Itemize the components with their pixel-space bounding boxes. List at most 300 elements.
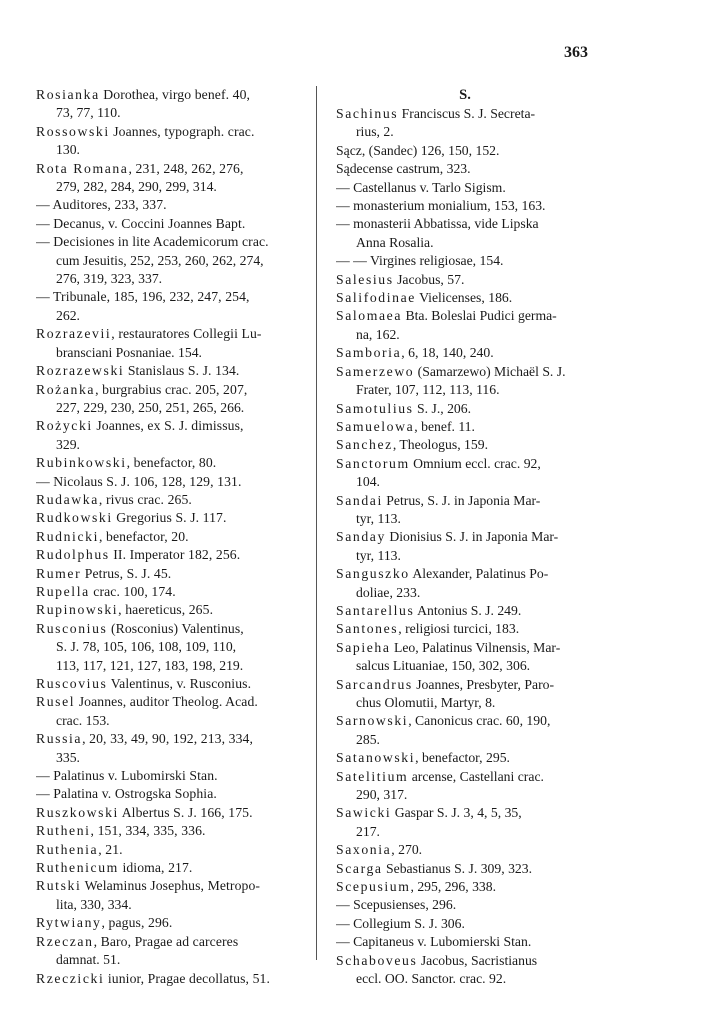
entry-line (36, 86, 294, 104)
entry-headword: Rubinkowski (36, 455, 127, 471)
entry-line (336, 400, 594, 418)
entry-headword: Santarellus (336, 602, 415, 618)
index-entry (336, 252, 594, 270)
entry-headword: Ruscovius (36, 676, 108, 691)
index-entry (336, 804, 594, 841)
entry-text: 130. (56, 142, 80, 158)
entry-headword: Samuelowa (336, 418, 415, 434)
entry-line (36, 583, 294, 601)
entry-line (336, 105, 594, 123)
entry-headword: Sachinus (336, 106, 399, 121)
entry-text: salcus Lituaniae, 150, 302, 306. (356, 658, 531, 674)
entry-text: — Tribunale, 185, 196, 232, 247, 254, (36, 289, 250, 305)
entry-headword: Rytwiany (36, 915, 102, 931)
entry-line (36, 215, 294, 233)
entry-line (36, 804, 294, 822)
index-entry (336, 860, 594, 878)
index-entry (336, 878, 594, 896)
entry-text: , benefactor, 20. (99, 528, 189, 544)
entry-text: — monasterium monialium, 153, 163. (336, 198, 546, 214)
entry-headword: Ruthenia (36, 841, 99, 857)
index-entry (336, 768, 594, 805)
entry-headword: Rota Romana (36, 160, 129, 176)
entry-headword: Sawicki (336, 805, 392, 821)
index-entry (36, 86, 294, 123)
index-entry (336, 915, 594, 933)
entry-line (36, 454, 294, 472)
entry-text: — Auditores, 233, 337. (36, 197, 167, 213)
entry-text: , 295, 296, 338. (410, 879, 497, 895)
entry-headword: Salesius (336, 271, 394, 287)
entry-text: 262. (56, 307, 80, 323)
entry-text: Franciscus S. J. Secreta- (398, 106, 536, 121)
index-entry (36, 362, 294, 380)
entry-headword: Samboria (336, 345, 402, 361)
entry-text: 113, 117, 121, 127, 183, 198, 219. (56, 657, 244, 673)
entry-line (336, 197, 594, 215)
entry-text: Gaspar S. J. 3, 4, 5, 35, (391, 805, 522, 821)
index-entry (336, 565, 594, 602)
index-entry (36, 123, 294, 160)
entry-text: tyr, 113. (356, 510, 401, 526)
entry-text: Valentinus, v. Rusconius. (107, 676, 252, 691)
index-entry (36, 914, 294, 932)
entry-line (36, 381, 294, 399)
entry-headword: Rożanka (36, 381, 96, 397)
index-entry (36, 859, 294, 877)
entry-text: Albertus S. J. 166, 175. (118, 804, 253, 820)
index-entry (36, 491, 294, 509)
entry-text: doliae, 233. (356, 584, 421, 600)
index-entry (36, 325, 294, 362)
entry-text: , pagus, 296. (101, 915, 173, 931)
index-entry (36, 620, 294, 675)
entry-line (36, 877, 294, 895)
entry-text: crac. 100, 174. (89, 583, 176, 599)
entry-text: , 6, 18, 140, 240. (401, 345, 494, 361)
entry-text: bransciani Posnaniae. 154. (56, 344, 202, 360)
index-entry (36, 785, 294, 803)
entry-continuation-line (336, 657, 594, 675)
entry-line (36, 123, 294, 141)
entry-text: , 20, 33, 49, 90, 192, 213, 334, (82, 731, 253, 747)
entry-headword: Salomaea (336, 308, 403, 324)
entry-line (336, 878, 594, 896)
index-entry (36, 933, 294, 970)
entry-continuation-line (336, 473, 594, 491)
entry-headword: Sapieha (336, 639, 391, 655)
index-entry (336, 528, 594, 565)
entry-headword: Rudawka (36, 491, 99, 507)
entry-text: arcense, Castellani crac. (408, 768, 544, 784)
entry-line (336, 307, 594, 325)
entry-headword: Rożycki (36, 418, 93, 434)
index-entry (36, 822, 294, 840)
entry-line (336, 565, 594, 583)
entry-line (336, 841, 594, 859)
entry-line (336, 749, 594, 767)
entry-headword: Rupinowski (36, 602, 119, 618)
index-entry (36, 583, 294, 601)
entry-line (36, 160, 294, 178)
entry-text: , benefactor, 80. (126, 455, 217, 471)
entry-line (336, 952, 594, 970)
entry-text: — Decisiones in lite Academicorum crac. (36, 234, 269, 250)
index-entry (336, 215, 594, 252)
entry-line (336, 289, 594, 307)
index-entry (336, 712, 594, 749)
index-entry (336, 197, 594, 215)
entry-line (36, 565, 294, 583)
entry-text: S. J., 206. (413, 400, 472, 416)
entry-line (36, 675, 294, 693)
entry-headword: Schaboveus (336, 952, 418, 968)
index-entry (336, 344, 594, 362)
entry-line (36, 730, 294, 748)
entry-text: tyr, 113. (356, 547, 401, 563)
entry-headword: Samotulius (336, 400, 414, 416)
entry-text: , burgrabius crac. 205, 207, (95, 381, 248, 397)
entry-continuation-line (336, 510, 594, 528)
entry-headword: Santones (336, 621, 399, 637)
index-entry (36, 288, 294, 325)
entry-continuation-line (336, 731, 594, 749)
entry-text: chus Olomutii, Martyr, 8. (356, 695, 496, 710)
entry-headword: Scarga (336, 860, 383, 876)
entry-text: (Samarzewo) Michaël S. J. (414, 363, 566, 379)
index-entry (336, 105, 594, 142)
entry-continuation-line (336, 381, 594, 399)
entry-line (336, 271, 594, 289)
entry-continuation-line (36, 104, 294, 122)
entry-text: — Collegium S. J. 306. (336, 915, 465, 931)
entry-text: Joannes, ex S. J. dimissus, (92, 418, 244, 434)
entry-continuation-line (336, 970, 594, 988)
entry-text: — Palatinus v. Lubomirski Stan. (36, 768, 218, 784)
index-entry (36, 675, 294, 693)
index-entry (36, 528, 294, 546)
entry-text: rius, 2. (356, 124, 394, 140)
entry-line (36, 841, 294, 859)
entry-text: , 21. (98, 841, 123, 857)
entry-text: S. J. 78, 105, 106, 108, 109, 110, (56, 639, 237, 655)
entry-text: Alexander, Palatinus Po- (409, 566, 549, 582)
section-heading: S. (459, 87, 471, 103)
entry-headword: Sandai (336, 492, 383, 508)
entry-continuation-line (336, 823, 594, 841)
entry-line (336, 712, 594, 730)
entry-continuation-line (336, 123, 594, 141)
entry-continuation-line (36, 436, 294, 454)
entry-headword: Rudkowski (36, 510, 113, 526)
entry-text: Bta. Boleslai Pudici germa- (402, 308, 557, 324)
entry-headword: Sanctorum (336, 455, 410, 471)
index-entry (336, 676, 594, 713)
index-entry (336, 179, 594, 197)
index-entry (36, 877, 294, 914)
entry-line (336, 768, 594, 786)
entry-text: Stanislaus S. J. 134. (124, 363, 240, 379)
index-entry (36, 233, 294, 288)
entry-text: cum Jesuitis, 252, 253, 260, 262, 274, (56, 252, 264, 268)
entry-line (36, 233, 294, 251)
entry-text: Frater, 107, 112, 113, 116. (356, 382, 500, 398)
index-entry (36, 417, 294, 454)
entry-text: , Baro, Pragae ad carceres (93, 933, 239, 949)
entry-headword: Rupella (36, 583, 90, 599)
entry-headword: Sanchez (336, 437, 393, 453)
entry-line (36, 509, 294, 527)
index-entry (336, 933, 594, 951)
entry-continuation-line (336, 326, 594, 344)
entry-line (36, 933, 294, 951)
entry-line (36, 288, 294, 306)
entry-continuation-line (36, 344, 294, 362)
entry-line (336, 418, 594, 436)
entry-line (36, 491, 294, 509)
entry-headword: Rutheni (36, 823, 91, 839)
entry-continuation-line (36, 307, 294, 325)
entry-headword: Rozrazewski (36, 363, 125, 379)
entry-text: — Scepusienses, 296. (336, 897, 457, 913)
entry-headword: Rutski (36, 878, 82, 894)
index-entry (336, 271, 594, 289)
index-entry (36, 215, 294, 233)
index-entry (36, 730, 294, 767)
entry-text: Vielicenses, 186. (415, 290, 513, 306)
entry-text: , haereticus, 265. (118, 602, 214, 618)
index-entry (336, 436, 594, 454)
entry-text: 290, 317. (356, 787, 408, 803)
entry-headword: Sarnowski (336, 713, 409, 729)
page-number: 363 (564, 44, 588, 61)
entry-text: 329. (56, 436, 80, 452)
entry-line (36, 693, 294, 711)
index-entry (336, 749, 594, 767)
entry-text: Sebastianus S. J. 309, 323. (382, 860, 533, 876)
entry-line (336, 896, 594, 914)
entry-text: Jacobus, 57. (393, 271, 465, 287)
entry-text: lita, 330, 334. (56, 896, 132, 912)
entry-text: 217. (356, 823, 380, 839)
entry-headword: Samerzewo (336, 363, 415, 379)
index-entry (36, 841, 294, 859)
entry-line (336, 160, 594, 178)
entry-text: Petrus, S. J. in Japonia Mar- (382, 492, 541, 508)
entry-text: na, 162. (356, 326, 400, 342)
entry-text: Petrus, S. J. 45. (81, 565, 172, 581)
entry-line (336, 860, 594, 878)
entry-continuation-line (336, 584, 594, 602)
entry-headword: Rusconius (36, 620, 108, 636)
entry-headword: Rudolphus (36, 547, 110, 563)
entry-headword: Satanowski (336, 750, 416, 766)
index-entry (336, 639, 594, 676)
entry-headword: Sanguszko (336, 566, 410, 582)
entry-line (336, 215, 594, 233)
index-entry (36, 565, 294, 583)
entry-line (336, 602, 594, 620)
index-entry (336, 455, 594, 492)
entry-line (36, 417, 294, 435)
entry-text: , benef. 11. (414, 418, 475, 434)
index-entry (336, 492, 594, 529)
left-column (36, 86, 294, 988)
entry-text: 73, 77, 110. (56, 105, 121, 121)
entry-text: 285. (356, 731, 380, 747)
entry-line (336, 676, 594, 694)
entry-continuation-line (36, 178, 294, 196)
entry-text: , benefactor, 295. (415, 750, 510, 766)
entry-continuation-line (336, 547, 594, 565)
entry-line (36, 196, 294, 214)
entry-text: — Capitaneus v. Lubomierski Stan. (336, 934, 532, 950)
entry-line (336, 179, 594, 197)
entry-line (36, 767, 294, 785)
entry-headword: Rzeczan (36, 933, 94, 949)
entry-headword: Rossowski (36, 123, 110, 139)
entry-continuation-line (336, 786, 594, 804)
index-entry (36, 804, 294, 822)
entry-line (36, 325, 294, 343)
index-entry (336, 896, 594, 914)
index-entry (36, 381, 294, 418)
entry-headword: Sanday (336, 529, 386, 545)
index-entry (336, 160, 594, 178)
entry-line (36, 546, 294, 564)
entry-text: , 151, 334, 335, 336. (90, 823, 206, 839)
index-entry (336, 307, 594, 344)
entry-line (336, 528, 594, 546)
entry-line (336, 252, 594, 270)
entry-text: Dorothea, virgo benef. 40, (99, 87, 251, 102)
entry-headword: Rosianka (36, 87, 100, 102)
entry-headword: Sarcandrus (336, 676, 413, 692)
entry-text: Leo, Palatinus Vilnensis, Mar- (390, 639, 561, 655)
entry-continuation-line (36, 896, 294, 914)
entry-headword: Russia (36, 731, 83, 747)
entry-text: II. Imperator 182, 256. (109, 547, 241, 563)
index-entry (336, 363, 594, 400)
entry-continuation-line (36, 712, 294, 730)
entry-text: Dionisius S. J. in Japonia Mar- (385, 529, 559, 545)
entry-line (336, 492, 594, 510)
entry-text: 335. (56, 749, 80, 765)
entry-headword: Rusel (36, 694, 76, 710)
entry-line (36, 970, 294, 988)
entry-line (336, 436, 594, 454)
entry-headword: Ruthenicum (36, 860, 119, 876)
entry-headword: Ruszkowski (36, 804, 119, 820)
column-divider (316, 86, 317, 960)
entry-text: Jacobus, Sacristianus (417, 952, 538, 968)
index-entry (36, 970, 294, 988)
entry-headword: Rumer (36, 565, 82, 581)
entry-text: Joannes, typograph. crac. (109, 123, 255, 139)
entry-line (336, 933, 594, 951)
index-entry (336, 418, 594, 436)
entry-headword: Rudnicki (36, 528, 99, 544)
entry-continuation-line (36, 252, 294, 270)
entry-text: 104. (356, 474, 380, 490)
entry-text: Antonius S. J. 249. (414, 602, 522, 618)
entry-text: — — Virgines religiosae, 154. (336, 253, 504, 269)
index-entry (36, 473, 294, 491)
entry-text: Anna Rosalia. (356, 234, 434, 250)
entry-text: iunior, Pragae decollatus, 51. (104, 970, 270, 986)
entry-text: crac. 153. (56, 712, 110, 728)
entry-continuation-line (36, 657, 294, 675)
entry-text: 279, 282, 284, 290, 299, 314. (56, 179, 217, 195)
entry-line (336, 363, 594, 381)
entry-text: Sącz, (Sandec) 126, 150, 152. (336, 142, 500, 158)
index-entry (336, 620, 594, 638)
entry-line (36, 473, 294, 491)
entry-line (36, 859, 294, 877)
index-entry (36, 196, 294, 214)
entry-text: Joannes, auditor Theolog. Acad. (75, 694, 258, 710)
entry-line (36, 601, 294, 619)
entry-continuation-line (36, 749, 294, 767)
entry-text: Gregorius S. J. 117. (112, 510, 227, 526)
entry-text: 227, 229, 230, 250, 251, 265, 266. (56, 399, 245, 415)
entry-text: idioma, 217. (118, 860, 193, 876)
entry-line (36, 362, 294, 380)
index-entry (336, 841, 594, 859)
index-entry (36, 693, 294, 730)
entry-text: — Decanus, v. Coccini Joannes Bapt. (36, 215, 246, 231)
index-entry (36, 160, 294, 197)
entry-text: 276, 319, 323, 337. (56, 271, 163, 287)
entry-text: — Castellanus v. Tarlo Sigism. (336, 179, 506, 195)
entry-text: damnat. 51. (56, 952, 121, 968)
index-entry (36, 767, 294, 785)
entry-text: , Canonicus crac. 60, 190, (408, 713, 551, 729)
entry-text: , Theologus, 159. (392, 437, 488, 453)
entry-headword: Salifodinae (336, 290, 416, 306)
entry-text: , rivus crac. 265. (98, 491, 192, 507)
entry-continuation-line (336, 234, 594, 252)
entry-line (36, 914, 294, 932)
index-entry (336, 142, 594, 160)
entry-text: Omnium eccl. crac. 92, (409, 455, 541, 471)
entry-text: (Rosconius) Valentinus, (107, 620, 244, 636)
entry-line (336, 915, 594, 933)
entry-text: — Palatina v. Ostrogska Sophia. (36, 786, 217, 802)
entry-text: Joannes, Presbyter, Paro- (412, 676, 555, 692)
entry-text: , 270. (391, 842, 423, 858)
entry-continuation-line (36, 141, 294, 159)
entry-line (336, 142, 594, 160)
entry-line (336, 455, 594, 473)
entry-text: , restauratores Collegii Lu- (111, 326, 262, 342)
index-entry (336, 952, 594, 989)
entry-text: — monasterii Abbatissa, vide Lipska (336, 216, 539, 232)
entry-headword: Satelitium (336, 768, 409, 784)
entry-text: , 231, 248, 262, 276, (128, 160, 244, 176)
entry-line (336, 620, 594, 638)
index-entry (336, 602, 594, 620)
entry-text: Welaminus Josephus, Metropo- (81, 878, 261, 894)
entry-line (36, 528, 294, 546)
entry-line (36, 785, 294, 803)
index-entry (36, 509, 294, 527)
index-entry (36, 601, 294, 619)
index-entry (36, 454, 294, 472)
entry-continuation-line (36, 270, 294, 288)
entry-text: Sądecense castrum, 323. (336, 161, 471, 177)
entry-line (36, 620, 294, 638)
